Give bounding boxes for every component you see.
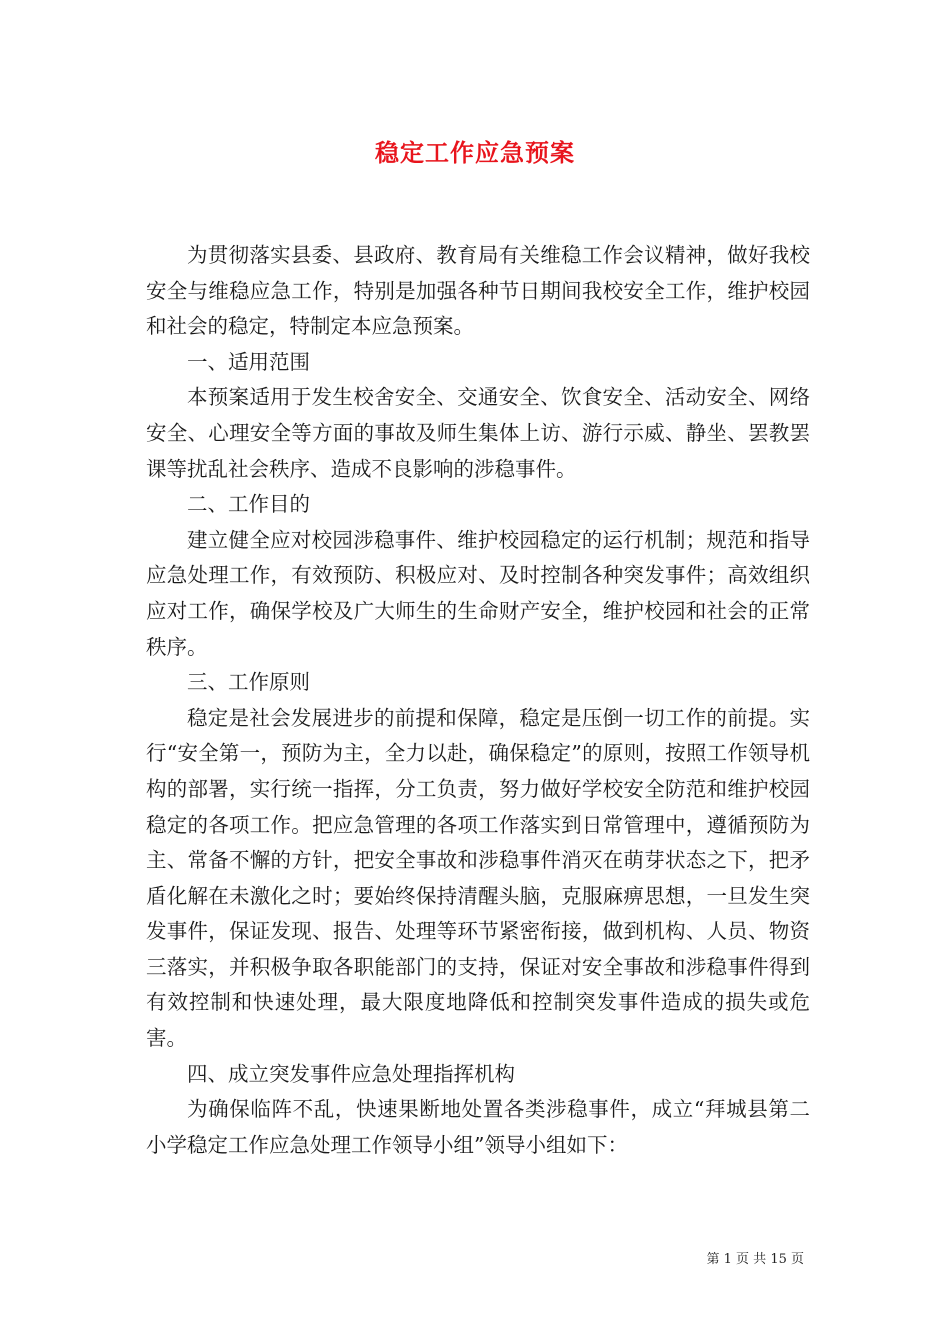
command-paragraph: 为确保临阵不乱，快速果断地处置各类涉稳事件，成立“拜城县第二小学稳定工作应急处理工作领导小组”领导小组如下： [146, 1097, 810, 1157]
section-heading-principles: 三、工作原则 [187, 670, 310, 695]
scope-paragraph: 本预案适用于发生校舍安全、交通安全、饮食安全、活动安全、网络安全、心理安全等方面的事故及师生集体上访、游行示威、静坐、罢教罢课等扰乱社会秩序、造成不良影响的涉稳事件。 [146, 385, 810, 481]
section-heading-scope: 一、适用范围 [187, 349, 310, 374]
document-title: 稳定工作应急预案 [375, 138, 575, 167]
principles-paragraph: 稳定是社会发展进步的前提和保障，稳定是压倒一切工作的前提。实行“安全第一，预防为主，全力以赴，确保稳定”的原则，按照工作领导机构的部署，实行统一指挥，分工负责，努力做好学校安全防范和维护校园稳定的各项工作。把应急管理的各项工作落实到日常管理中，遵循预防为主、常备不懈的方针，把安全事故和涉稳事件消灭在萌芽状态之下，把矛盾化解在未激化之时；要始终保持清醒头脑，克服麻痹思想，一旦发生突发事件，保证发现、报告、处理等环节紧密衔接，做到机构、人员、物资三落实，并积极争取各职能部门的支持，保证对安全事故和涉稳事件得到有效控制和快速处理，最大限度地降低和控制突发事件造成的损失或危害。 [146, 705, 810, 1051]
intro-paragraph: 为贯彻落实县委、县政府、教育局有关维稳工作会议精神，做好我校安全与维稳应急工作，特别是加强各种节日期间我校安全工作，维护校园和社会的稳定，特制定本应急预案。 [146, 243, 810, 339]
page-number-footer: 第 1 页 共 15 页 [706, 1252, 804, 1267]
section-heading-command: 四、成立突发事件应急处理指挥机构 [187, 1061, 515, 1086]
section-heading-purpose: 二、工作目的 [187, 492, 310, 517]
purpose-paragraph: 建立健全应对校园涉稳事件、维护校园稳定的运行机制；规范和指导应急处理工作，有效预防、积极应对、及时控制各种突发事件；高效组织应对工作，确保学校及广大师生的生命财产安全，维护校园和社会的正常秩序。 [146, 527, 810, 659]
document-body [146, 238, 810, 1163]
